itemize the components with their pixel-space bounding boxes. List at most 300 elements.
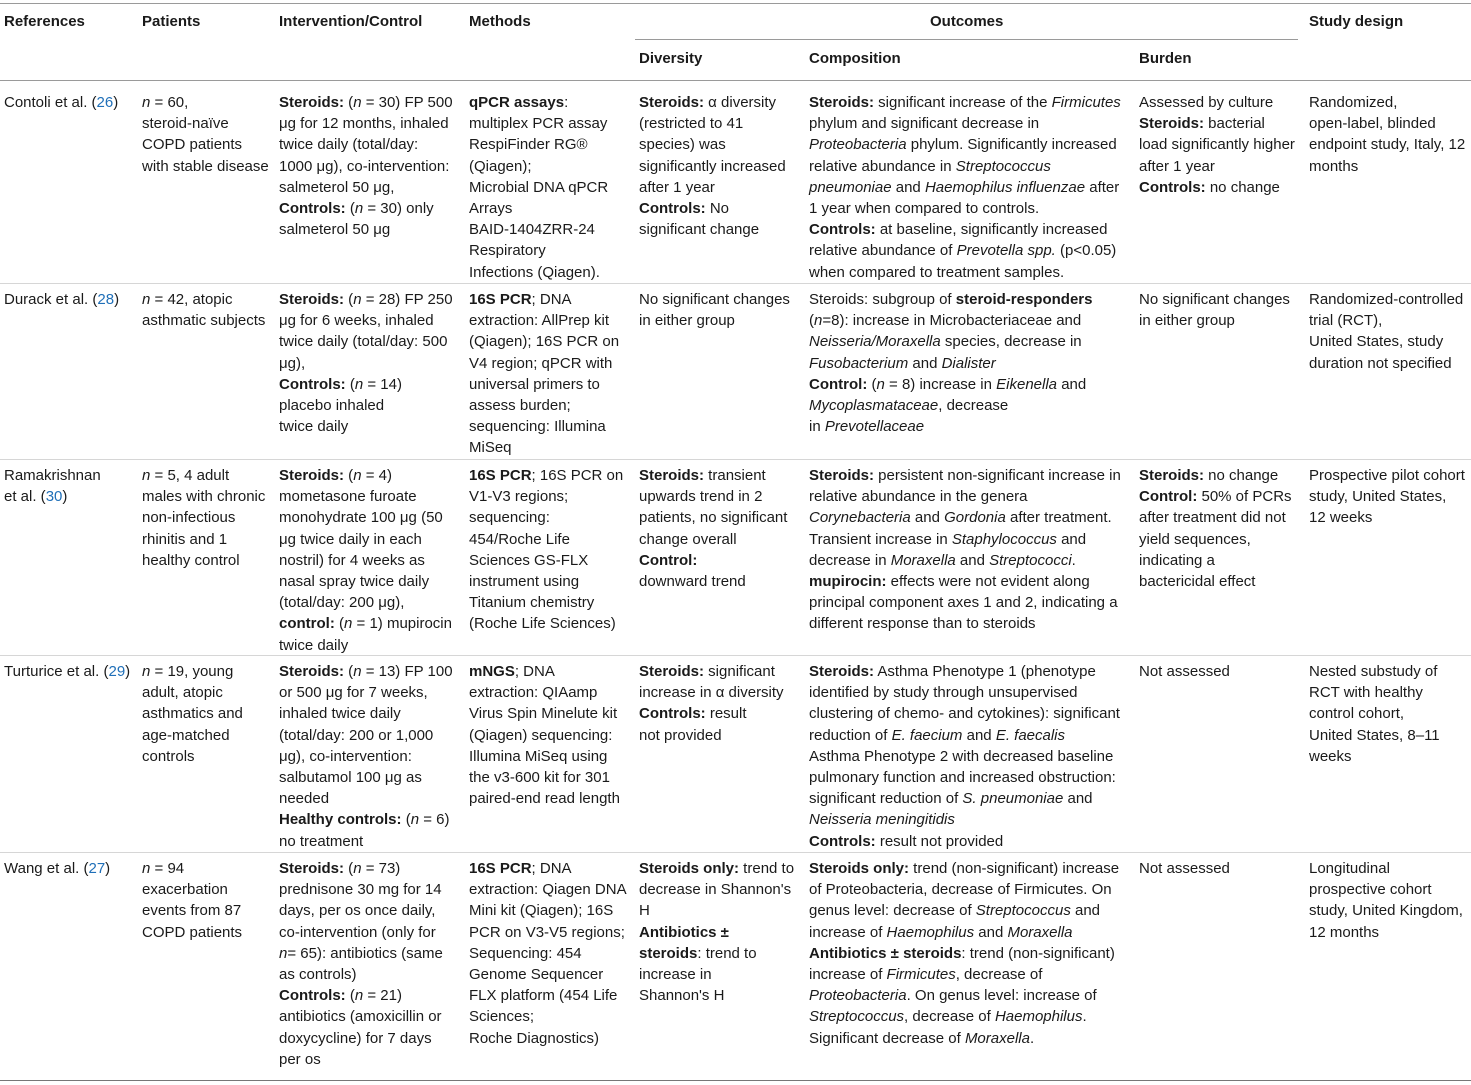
text-run: Controls:: [639, 705, 706, 723]
cell-patients: [142, 661, 243, 767]
text-run: in either group: [639, 312, 735, 330]
cell-line: [142, 486, 265, 507]
cell-patients: [142, 858, 242, 943]
text-run: 16S PCR: [469, 860, 532, 877]
text-run: Steroids:: [639, 663, 705, 680]
text-run: , decrease: [938, 397, 1009, 415]
text-run: Steroids:: [1139, 115, 1205, 133]
text-run: Haemophilus: [994, 1008, 1083, 1026]
text-run: antibiotics (amoxicillin or: [279, 1008, 442, 1026]
cell-line: [809, 113, 1121, 134]
cell-line: [279, 661, 453, 682]
text-run: n: [353, 860, 362, 877]
cell-line: [639, 156, 786, 177]
cell-line: [809, 289, 1092, 310]
text-run: as controls): [279, 966, 357, 984]
text-run: asthmatic subjects: [142, 312, 266, 330]
text-run: and: [962, 726, 996, 744]
header-bottom-rule: [0, 80, 1471, 81]
text-run: of Proteobacteria, decrease of Firmicutes. On: [809, 881, 1112, 899]
row-separator: [0, 852, 1471, 853]
cell-line: [279, 788, 453, 809]
text-run: prednisone 30 mg for 14: [279, 881, 442, 899]
header-study-design: Study design: [1309, 13, 1404, 30]
text-run: doxycycline) for 7 days: [279, 1029, 432, 1047]
text-run: V4 region; qPCR with: [469, 354, 613, 372]
text-run: ): [114, 291, 120, 308]
text-run: ; DNA: [531, 860, 572, 877]
text-run: Mycoplasmataceae: [809, 397, 939, 415]
text-run: (Roche Life Sciences): [469, 615, 616, 633]
text-run: Firmicutes: [1051, 94, 1121, 111]
text-run: Microbial DNA qPCR: [469, 178, 609, 196]
text-run: Steroids:: [279, 663, 345, 680]
cell-line: [469, 177, 608, 198]
text-run: with stable disease: [142, 157, 269, 175]
row-separator: [0, 655, 1471, 656]
cell-line: [279, 682, 453, 703]
text-run: (: [809, 312, 814, 330]
text-run: Neisseria meningitidis: [809, 811, 955, 829]
text-run: study, United States,: [1309, 488, 1447, 506]
text-run: Steroids:: [809, 663, 875, 680]
text-run: no treatment: [279, 832, 364, 850]
cell-line: [809, 331, 1092, 352]
text-run: = 28) FP 250: [361, 291, 453, 308]
text-run: Virus Spin Minelute kit: [469, 705, 618, 723]
cell-diversity: [639, 289, 790, 331]
text-run: n: [814, 312, 823, 330]
cell-study-design: [1309, 465, 1465, 529]
cell-line: [809, 831, 1120, 852]
text-run: (: [867, 375, 877, 393]
text-run: n: [344, 615, 353, 633]
text-run: United States, study: [1309, 333, 1444, 351]
text-run: qPCR assays: [469, 94, 565, 111]
text-run: genus level: decrease of: [809, 902, 976, 920]
cell-line: [469, 767, 620, 788]
text-run: relative abundance in the genera: [809, 488, 1028, 506]
cell-line: [469, 437, 619, 458]
text-run: Streptococcus: [955, 157, 1051, 175]
text-run: and: [1070, 902, 1101, 920]
cell-line: [142, 156, 269, 177]
cell-line: [4, 92, 118, 113]
text-run: Streptococcus: [809, 1008, 905, 1026]
header-intervention: Intervention/Control: [279, 13, 423, 30]
text-run: and: [1057, 375, 1087, 393]
text-run: = 60,: [150, 94, 189, 111]
text-run: principal component axes 1 and 2, indicating a: [809, 594, 1118, 612]
cell-line: [469, 374, 619, 395]
text-run: rhinitis and 1: [142, 530, 228, 548]
text-run: species) was: [639, 136, 726, 154]
citation-link[interactable]: 30: [45, 488, 63, 506]
text-run: indicating a: [1139, 551, 1215, 569]
cell-line: [1309, 858, 1463, 879]
text-run: prospective cohort: [1309, 881, 1432, 899]
text-run: the v3-600 kit for 301: [469, 769, 610, 787]
text-run: downward trend: [639, 573, 746, 591]
cell-intervention: [279, 858, 443, 1070]
cell-line: [1139, 507, 1292, 528]
text-run: Roche Diagnostics): [469, 1029, 600, 1047]
text-run: and: [974, 923, 1008, 941]
text-run: duration not specified: [1309, 354, 1452, 372]
cell-line: [639, 985, 794, 1006]
cell-line: [469, 788, 620, 809]
text-run: Not assessed: [1139, 663, 1230, 680]
text-run: Assessed by culture: [1139, 94, 1274, 111]
cell-line: [639, 943, 794, 964]
cell-line: [809, 465, 1121, 486]
cell-line: [469, 331, 619, 352]
cell-study-design: [1309, 661, 1440, 767]
cell-line: [142, 661, 243, 682]
text-run: Steroids:: [639, 94, 705, 111]
text-run: effects were not evident along: [886, 573, 1090, 591]
cell-line: [469, 725, 620, 746]
text-run: twice daily (total/day: 500: [279, 333, 448, 351]
cell-methods: [469, 465, 623, 635]
text-run: : trend (non-significant): [961, 944, 1115, 962]
text-run: inhaled twice daily: [279, 705, 401, 723]
cell-line: [4, 289, 119, 310]
text-run: phylum and significant decrease in: [809, 115, 1040, 133]
cell-references: [4, 92, 118, 113]
row-separator: [0, 283, 1471, 284]
cell-line: [142, 289, 265, 310]
text-run: nostril) for 4 weeks as: [279, 551, 425, 569]
text-run: controls: [142, 747, 195, 765]
cell-line: [1139, 858, 1230, 879]
citation-link[interactable]: 26: [96, 94, 114, 111]
cell-line: [1139, 550, 1292, 571]
text-run: universal primers to: [469, 375, 600, 393]
text-run: in either group: [1139, 312, 1235, 330]
citation-link[interactable]: 29: [108, 663, 126, 680]
text-run: age-matched: [142, 726, 230, 744]
cell-line: [142, 682, 243, 703]
text-run: ; 16S PCR on: [531, 467, 624, 484]
table-bottom-rule: [0, 1080, 1471, 1081]
text-run: Significant decrease of: [809, 1029, 965, 1047]
cell-line: [469, 746, 620, 767]
text-run: in: [809, 418, 825, 436]
cell-line: [639, 198, 786, 219]
cell-line: [1309, 703, 1440, 724]
cell-line: [1309, 725, 1440, 746]
text-run: Sciences;: [469, 1008, 535, 1026]
cell-line: [1139, 465, 1292, 486]
text-run: No: [705, 200, 730, 218]
cell-line: [279, 395, 453, 416]
cell-line: [1139, 134, 1295, 155]
text-run: Moraxella: [890, 551, 956, 569]
text-run: Steroids:: [279, 467, 345, 484]
citation-link[interactable]: 28: [97, 291, 115, 308]
text-run: Proteobacteria: [809, 987, 907, 1005]
cell-line: [469, 943, 627, 964]
text-run: (total/day: 200 μg),: [279, 594, 405, 612]
text-run: Moraxella: [1007, 923, 1073, 941]
text-run: (Qiagen);: [469, 157, 532, 175]
text-run: and: [1056, 530, 1087, 548]
cell-line: [469, 613, 623, 634]
cell-line: [142, 507, 265, 528]
cell-study-design: [1309, 289, 1463, 374]
cell-line: [469, 486, 623, 507]
cell-patients: [142, 465, 265, 571]
cell-line: [469, 571, 623, 592]
cell-line: [279, 465, 452, 486]
cell-line: [639, 725, 784, 746]
text-run: = 8) increase in: [884, 375, 997, 393]
cell-line: [142, 879, 242, 900]
cell-line: [639, 310, 790, 331]
text-run: per os: [279, 1050, 321, 1068]
text-run: extraction: Qiagen DNA: [469, 881, 627, 899]
text-run: after treatment did not: [1139, 509, 1286, 527]
text-run: significantly increased: [639, 157, 786, 175]
citation-link[interactable]: 27: [88, 860, 106, 877]
cell-line: [279, 767, 453, 788]
cell-line: [279, 331, 453, 352]
cell-line: [1139, 92, 1295, 113]
text-run: patients, no significant: [639, 509, 788, 527]
text-run: persistent non-significant increase in: [874, 467, 1121, 484]
text-run: clustering of chemo- and cytokines): significant: [809, 705, 1120, 723]
text-run: Healthy controls:: [279, 811, 402, 829]
cell-line: [469, 395, 619, 416]
text-run: μg twice daily in each: [279, 530, 422, 548]
cell-line: [469, 1028, 627, 1049]
cell-line: [1309, 879, 1463, 900]
cell-line: [639, 134, 786, 155]
text-run: ): [113, 94, 119, 111]
text-run: extraction: AllPrep kit: [469, 312, 610, 330]
text-run: and: [908, 354, 942, 372]
cell-line: [279, 507, 452, 528]
text-run: μg for 12 months, inhaled: [279, 115, 449, 133]
cell-line: [809, 310, 1092, 331]
text-run: Arrays: [469, 200, 513, 218]
text-run: n: [876, 375, 885, 393]
text-run: load significantly higher: [1139, 136, 1295, 154]
text-run: n: [353, 94, 362, 111]
text-run: decrease in: [809, 551, 891, 569]
text-run: significant change: [639, 221, 760, 239]
cell-line: [809, 809, 1120, 830]
cell-intervention: [279, 661, 453, 852]
text-run: Randomized-controlled: [1309, 291, 1464, 308]
text-run: Controls:: [809, 832, 876, 850]
text-run: reduction of: [809, 726, 892, 744]
cell-line: [469, 289, 619, 310]
cell-line: [809, 985, 1119, 1006]
cell-line: [639, 550, 787, 571]
text-run: increase of: [809, 966, 887, 984]
cell-line: [469, 353, 619, 374]
cell-references: [4, 289, 119, 310]
text-run: mupirocin:: [809, 573, 887, 591]
cell-line: [279, 486, 452, 507]
text-run: = 21): [363, 987, 402, 1005]
text-run: and: [910, 509, 945, 527]
cell-line: [1309, 134, 1465, 155]
text-run: Steroids:: [809, 467, 875, 484]
text-run: PCR on V3-V5 regions;: [469, 923, 625, 941]
text-run: exacerbation: [142, 881, 228, 899]
text-run: Steroids only:: [809, 860, 910, 877]
text-run: Longitudinal: [1309, 860, 1390, 877]
text-run: = 42, atopic: [150, 291, 233, 308]
cell-line: [1139, 310, 1290, 331]
text-run: .: [1082, 1008, 1087, 1026]
text-run: H: [639, 902, 650, 920]
cell-line: [279, 1028, 443, 1049]
text-run: Wang et al. (: [4, 860, 89, 877]
text-run: different response than to steroids: [809, 615, 1036, 633]
text-run: yield sequences,: [1139, 530, 1251, 548]
cell-line: [279, 858, 443, 879]
text-run: 50% of PCRs: [1197, 488, 1292, 506]
text-run: monohydrate 100 μg (50: [279, 509, 443, 527]
header-composition: Composition: [809, 50, 901, 67]
text-run: twice daily: [279, 636, 349, 654]
text-run: (: [344, 94, 354, 111]
text-run: 16S PCR: [469, 291, 532, 308]
cell-line: [1309, 465, 1465, 486]
cell-line: [1139, 571, 1292, 592]
cell-line: [809, 879, 1119, 900]
cell-line: [1139, 486, 1292, 507]
text-run: (: [334, 615, 344, 633]
text-run: twice daily: [279, 418, 349, 436]
text-run: endpoint study, Italy, 12: [1309, 136, 1466, 154]
text-run: Steroids only:: [639, 860, 740, 877]
cell-line: [639, 529, 787, 550]
text-run: = 19, young: [150, 663, 234, 680]
text-run: United States, 8–11: [1309, 726, 1440, 744]
cell-line: [469, 219, 608, 240]
text-run: Steroids:: [639, 467, 705, 484]
cell-line: [279, 809, 453, 830]
text-run: placebo inhaled: [279, 397, 385, 415]
text-run: Asthma Phenotype 2 with decreased baseline: [809, 747, 1114, 765]
cell-line: [639, 900, 794, 921]
cell-line: [809, 725, 1120, 746]
cell-burden: [1139, 661, 1230, 682]
text-run: : trend to: [697, 944, 757, 962]
text-run: change overall: [639, 530, 737, 548]
cell-diversity: [639, 661, 784, 746]
text-run: sequencing: Illumina: [469, 418, 606, 436]
text-run: at baseline, significantly increased: [875, 221, 1108, 239]
text-run: Staphylococcus: [951, 530, 1057, 548]
cell-references: [4, 465, 101, 507]
cell-line: [469, 1006, 627, 1027]
cell-line: [1309, 900, 1463, 921]
text-run: males with chronic: [142, 488, 266, 506]
text-run: FLX platform (454 Life: [469, 987, 618, 1005]
cell-methods: [469, 92, 608, 283]
cell-line: [639, 703, 784, 724]
text-run: MiSeq: [469, 439, 512, 457]
cell-line: [469, 416, 619, 437]
cell-line: [469, 879, 627, 900]
text-run: increase of: [809, 923, 887, 941]
text-run: Steroids:: [809, 94, 875, 111]
cell-line: [142, 703, 243, 724]
text-run: = 94: [150, 860, 185, 877]
text-run: n: [410, 811, 420, 829]
text-run: and: [891, 178, 925, 196]
text-run: trend to: [739, 860, 795, 877]
text-run: healthy control: [142, 551, 240, 569]
cell-line: [469, 134, 608, 155]
cell-intervention: [279, 92, 453, 240]
text-run: (: [345, 987, 355, 1005]
cell-line: [279, 310, 453, 331]
cell-line: [469, 113, 608, 134]
cell-line: [142, 465, 265, 486]
cell-line: [279, 964, 443, 985]
cell-line: [1309, 661, 1440, 682]
cell-line: [469, 592, 623, 613]
text-run: days, per os once daily,: [279, 902, 436, 920]
cell-methods: [469, 661, 620, 809]
text-run: Control:: [639, 551, 698, 569]
text-run: = 13) FP 100: [361, 663, 453, 680]
cell-line: [142, 529, 265, 550]
text-run: co-intervention (only for: [279, 923, 436, 941]
text-run: extraction: QIAamp: [469, 684, 598, 702]
cell-line: [279, 92, 453, 113]
text-run: RespiFinder RG®: [469, 136, 588, 154]
cell-line: [142, 725, 243, 746]
cell-line: [279, 900, 443, 921]
cell-line: [639, 922, 794, 943]
cell-line: [1139, 289, 1290, 310]
text-run: Shannon's H: [639, 987, 725, 1005]
row-separator: [0, 459, 1471, 460]
cell-line: [469, 198, 608, 219]
cell-study-design: [1309, 858, 1463, 943]
cell-line: [279, 134, 453, 155]
text-run: steroid-responders: [955, 291, 1093, 308]
text-run: Streptococci: [989, 551, 1072, 569]
cell-line: [279, 635, 452, 656]
text-run: phylum. Significantly increased: [906, 136, 1117, 154]
cell-line: [639, 964, 794, 985]
text-run: months: [1309, 157, 1359, 175]
cell-line: [809, 858, 1119, 879]
cell-line: [279, 219, 453, 240]
cell-line: [279, 113, 453, 134]
cell-burden: [1139, 465, 1292, 592]
text-run: = 73): [361, 860, 401, 877]
text-run: asthmatics and: [142, 705, 243, 723]
cell-line: [639, 682, 784, 703]
text-run: Titanium chemistry: [469, 594, 595, 612]
cell-references: [4, 858, 110, 879]
text-run: ): [125, 663, 131, 680]
cell-line: [639, 177, 786, 198]
cell-line: [809, 177, 1121, 198]
text-run: open-label, blinded: [1309, 115, 1436, 133]
text-run: sequencing:: [469, 509, 550, 527]
